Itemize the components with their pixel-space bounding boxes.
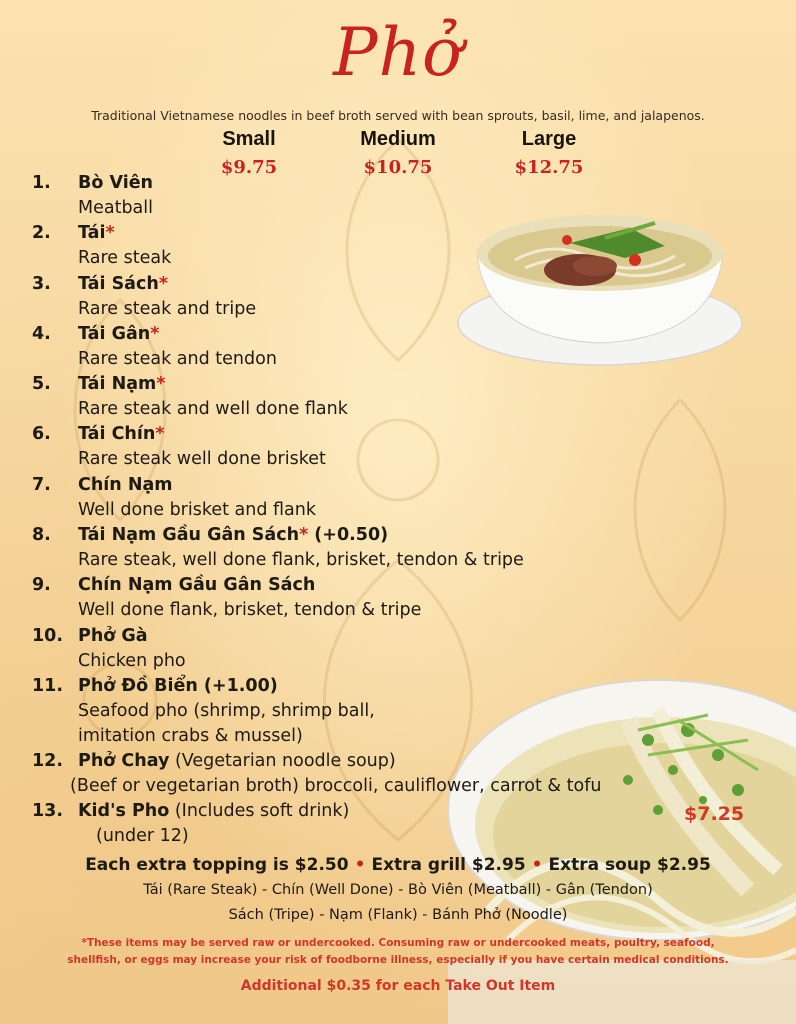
item-description: Chicken pho [78,650,186,671]
item-name: Chín Nạm Gầu Gân Sách [78,575,316,596]
item-note: (Vegetarian noodle soup) [169,750,396,771]
item-name: Tái Nạm* [78,374,166,395]
kids-pho-price: $7.25 [684,803,745,825]
menu-item [32,575,772,625]
item-description: Rare steak [78,248,172,269]
size-name: Small [222,128,276,150]
raw-warning-asterisk: * [156,374,166,395]
raw-food-warning-line-1: *These items may be served raw or undercooked. Consuming raw or undercooked meats, poultry, seafood, [81,937,715,949]
item-description: (under 12) [96,826,189,847]
item-name: Tái Gân* [78,323,160,344]
item-description: Rare steak and tendon [78,348,277,369]
menu-title: Phở [333,14,463,91]
item-name: Tái Chín* [78,424,165,445]
item-number: 11. [32,675,64,696]
size-price: $10.75 [363,157,433,178]
item-number: 3. [32,273,51,294]
item-description: Rare steak and well done flank [78,399,348,420]
item-number: 7. [32,474,51,495]
item-number: 1. [32,173,51,193]
size-price: $9.75 [220,157,278,178]
item-number: 12. [32,750,64,771]
item-number: 8. [32,525,51,546]
menu-item [32,274,772,324]
item-name: Tái Nạm Gầu Gân Sách* (+0.50) [78,525,389,546]
raw-warning-asterisk: * [299,525,309,546]
item-number: 10. [32,625,64,646]
menu-item [32,801,772,851]
menu-subtitle: Traditional Vietnamese noodles in beef broth served with bean sprouts, basil, lime, and jalapenos. [91,108,705,123]
item-description: Rare steak, well done flank, brisket, tendon & tripe [78,550,524,571]
item-note: (Includes soft drink) [169,801,350,822]
size-large [489,128,609,178]
item-name: Chín Nạm [78,474,173,495]
item-name: Tái* [78,223,115,244]
bullet-separator: • [531,855,543,875]
extra-topping-price: Each extra topping is $2.50 [85,855,349,875]
size-small [189,128,309,178]
item-number: 2. [32,223,51,244]
item-description: Rare steak well done brisket [78,449,326,470]
item-description-line2: imitation crabs & mussel) [78,725,303,746]
size-name: Large [521,128,577,150]
item-name: Phở Gà [78,625,148,646]
menu-item [32,424,772,474]
glossary-line-1: Tái (Rare Steak) - Chín (Well Done) - Bò Viên (Meatball) - Gân (Tendon) [143,882,653,898]
raw-food-warning-line-2: shellfish, or eggs may increase your risk of foodborne illness, especially if you have certain medical conditions. [67,954,729,966]
menu-item [32,751,772,801]
item-name: Bò Viên [78,173,154,193]
item-number: 6. [32,424,51,445]
menu-item [32,324,772,374]
extra-soup-price: Extra soup $2.95 [548,855,711,875]
item-description: Well done flank, brisket, tendon & tripe [78,600,422,621]
raw-warning-asterisk: * [105,223,115,244]
menu-item [32,223,772,273]
glossary-line-2: Sách (Tripe) - Nạm (Flank) - Bánh Phở (Noodle) [228,907,568,923]
item-name: Tái Sách* [78,273,168,294]
item-number: 13. [32,801,64,822]
item-surcharge: (+0.50) [308,525,389,546]
item-number: 4. [32,323,51,344]
item-number: 9. [32,575,51,596]
menu-item [32,374,772,424]
pho-item-list [32,173,772,852]
menu-item [32,475,772,525]
extra-toppings-line [0,855,796,875]
bullet-separator: • [354,855,366,875]
size-name: Medium [360,128,436,150]
item-surcharge: (+1.00) [197,675,278,696]
item-description: Meatball [78,198,154,218]
size-medium [338,128,458,178]
item-name: Phở Chay (Vegetarian noodle soup) [78,750,396,771]
raw-warning-asterisk: * [158,273,168,294]
extra-grill-price: Extra grill $2.95 [371,855,526,875]
menu-item [32,173,772,223]
item-number: 5. [32,374,51,395]
takeout-surcharge-note: Additional $0.35 for each Take Out Item [240,978,556,994]
raw-warning-asterisk: * [150,323,160,344]
item-name: Kid's Pho (Includes soft drink) [78,801,350,822]
item-name: Phở Đồ Biển (+1.00) [78,675,278,696]
item-description: Well done brisket and flank [78,499,317,520]
menu-item [32,525,772,575]
item-description: (Beef or vegetarian broth) broccoli, cauliflower, carrot & tofu [70,775,602,796]
item-description: Rare steak and tripe [78,298,257,319]
size-price: $12.75 [514,157,584,178]
menu-item [32,676,772,751]
raw-warning-asterisk: * [155,424,165,445]
menu-item [32,626,772,676]
item-description: Seafood pho (shrimp, shrimp ball, [78,700,375,721]
